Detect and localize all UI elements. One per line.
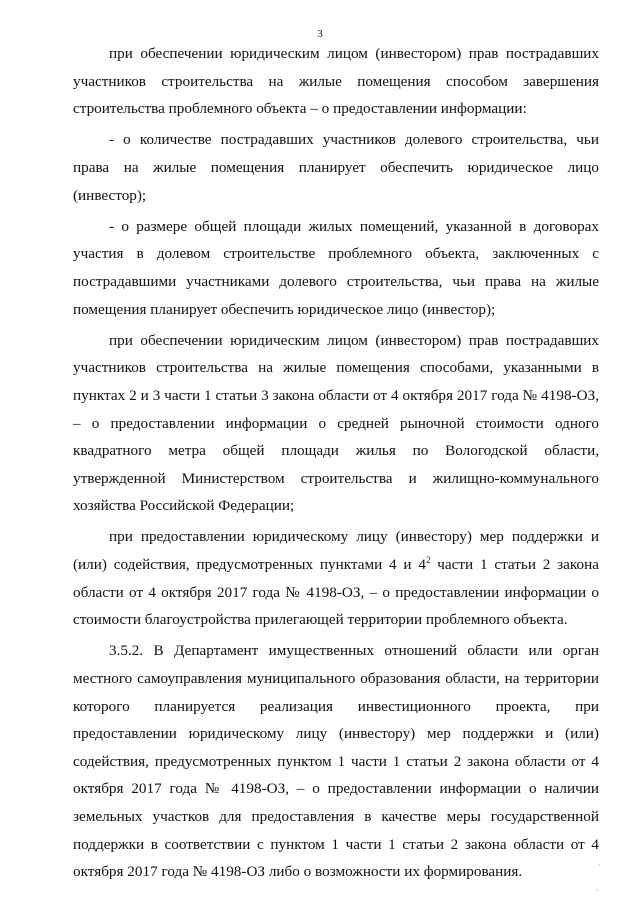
list-item-total-area: - о размере общей площади жилых помещений, указанной в договорах участия в долевом строительстве проблемного объекта, заключенных с пострадавшими участниками долевого строительства, чьи права на жилые помещения планирует обеспечить юридическое лицо (инвестор); (73, 217, 599, 318)
document-body (73, 40, 599, 886)
paragraph-support-measures (73, 523, 599, 633)
scan-mark: · (598, 861, 601, 870)
page-number: 3 (317, 28, 323, 40)
paragraph-support-measures-text-1: при предоставлении юридическому лицу (инвестору) мер поддержки и (или) содействия, предусмотренных пунктами 4 и 4 (73, 528, 599, 574)
list-item-participants-count: - о количестве пострадавших участников долевого строительства, чьи права на жилые помещения планирует обеспечить юридическое лицо (инвестор); (73, 131, 599, 204)
paragraph-support-measures-text-2: части 1 статьи 2 закона области от 4 октября 2017 года № 4198-ОЗ, – о предоставлении информации о стоимости благоустройства прилегающей территории проблемного объекта. (73, 556, 599, 629)
paragraph-3-5-2: 3.5.2. В Департамент имущественных отношений области или орган местного самоуправления муниципального образования области, на территории которого планируется реализация инвестиционного проекта, при предоставлении юридическому лицу (инвестору) мер поддержки и (или) содействия, предусмотренных пунктом 1 части 1 статьи 2 закона области от 4 октября 2017 года № 4198-ОЗ, – о предоставлении информации о наличии земельных участков для предоставления в качестве меры государственной поддержки в соответствии с пунктом 1 части 1 статьи 2 закона области от 4 октября 2017 года № 4198-ОЗ либо о возможности их формирования. (73, 642, 599, 881)
superscript-2: 2 (425, 555, 431, 566)
paragraph-market-value: при обеспечении юридическим лицом (инвестором) прав пострадавших участников строительства на жилые помещения способами, указанными в пунктах 2 и 3 части 1 статьи 3 закона области от 4 октября 2017 года № 4198-ОЗ, – о предоставлении информации о средней рыночной стоимости одного квадратного метра общей площади жилья по Вологодской области, утвержденной Министерством строительства и жилищно-коммунального хозяйства Российской Федерации; (73, 331, 599, 515)
scan-mark: · (596, 886, 599, 895)
paragraph-completion-method: при обеспечении юридическим лицом (инвестором) прав пострадавших участников строительства на жилые помещения способом завершения строительства проблемного объекта – о предоставлении информации: (73, 45, 599, 118)
